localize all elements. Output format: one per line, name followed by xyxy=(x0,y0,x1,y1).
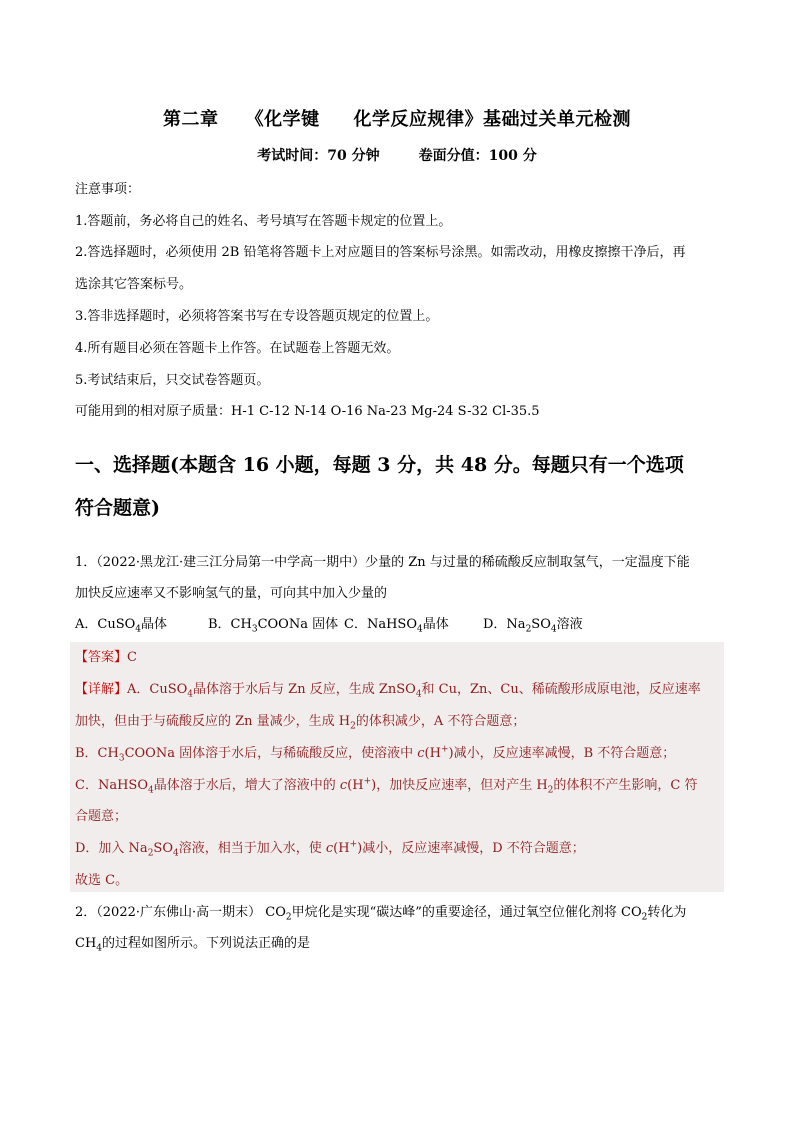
exam-info: 考试时间：70 分钟 卷面分值：100 分 xyxy=(257,148,537,164)
note-item: 5.考试结束后，只交试卷答题页。 xyxy=(75,373,270,388)
question-2-stem: 2．（2022·广东佛山·高一期末） $CO_2$甲烷化是实现“碳达峰”的重要途径，通过氧空位催化剂将 $CO_2$转化为 xyxy=(75,905,687,923)
detail-line-2: 加快，但由于与硫酸反应的 Zn 量减少，生成 $H_2$的体积减少，A 不符合题意； xyxy=(75,714,526,732)
detail-label: 【详解】 xyxy=(75,682,128,697)
section-heading: 一、选择题(本题含 16 小题，每题 3 分，共 48 分。每题只有一个选项 xyxy=(75,454,684,476)
detail-line-1: 【详解】A．CuSO$_4$晶体溶于水后与 Zn 反应，生成 ZnSO$_4$和 Cu，Zn、Cu、稀硫酸形成原电池，反应速率 xyxy=(75,682,701,700)
note-item: 2.答选择题时，必须使用 2B 铅笔将答题卡上对应题目的答案标号涂黑。如需改动，用橡皮擦擦干净后，再 xyxy=(75,245,686,260)
answer-label: 【答案】 xyxy=(75,650,128,665)
atomic-masses: 可能用到的相对原子质量：H-1 C-12 N-14 O-16 Na-23 Mg-24 S-32 Cl-35.5 xyxy=(75,404,540,419)
option-a: A．CuSO$_4$晶体 xyxy=(75,617,168,635)
section-heading-cont: 符合题意) xyxy=(75,497,160,519)
question-1-stem-cont: 加快反应速率又不影响氢气的量，可向其中加入少量的 xyxy=(75,586,388,601)
answer-value: C xyxy=(127,650,137,665)
detail-conclusion: 故选 C。 xyxy=(75,873,129,888)
detail-line-5: 合题意； xyxy=(75,809,128,824)
note-item: 选涂其它答案标号。 xyxy=(75,277,193,292)
note-item: 4.所有题目必须在答题卡上作答。在试题卷上答题无效。 xyxy=(75,341,400,356)
page-title: 第二章 《化学键 化学反应规律》基础过关单元检测 xyxy=(163,109,631,130)
question-1-stem: 1．（2022·黑龙江·建三江分局第一中学高一期中）少量的 Zn 与过量的稀硫酸反应制取氢气，一定温度下能 xyxy=(75,555,690,570)
detail-line-6: D．加入 $Na_2SO_4$溶液，相当于加入水，使 c(H+)减小，反应速率减慢，D 不符合题意； xyxy=(75,839,585,859)
answer-line xyxy=(75,646,137,665)
option-d: D．$Na_2SO_4$溶液 xyxy=(483,617,583,635)
detail-line-3: B．$CH_3COONa$ 固体溶于水后，与稀硫酸反应，使溶液中 c(H+)减小，反应速率减慢，B 不符合题意； xyxy=(75,744,676,764)
note-item: 3.答非选择题时，必须将答案书写在专设答题页规定的位置上。 xyxy=(75,309,439,324)
note-item: 1.答题前，务必将自己的姓名、考号填写在答题卡规定的位置上。 xyxy=(75,214,452,229)
option-b: B．$CH_3COONa$ 固体 xyxy=(208,617,339,635)
detail-line-4: C．NaHSO$_4$晶体溶于水后，增大了溶液中的 c(H+)，加快反应速率，但对产生 $H_2$的体积不产生影响，C 符 xyxy=(75,776,698,796)
question-2-stem-cont: $CH_4$的过程如图所示。下列说法正确的是 xyxy=(75,936,311,954)
notes-heading: 注意事项： xyxy=(75,182,141,197)
option-c: C．NaHSO$_4$晶体 xyxy=(344,617,449,635)
